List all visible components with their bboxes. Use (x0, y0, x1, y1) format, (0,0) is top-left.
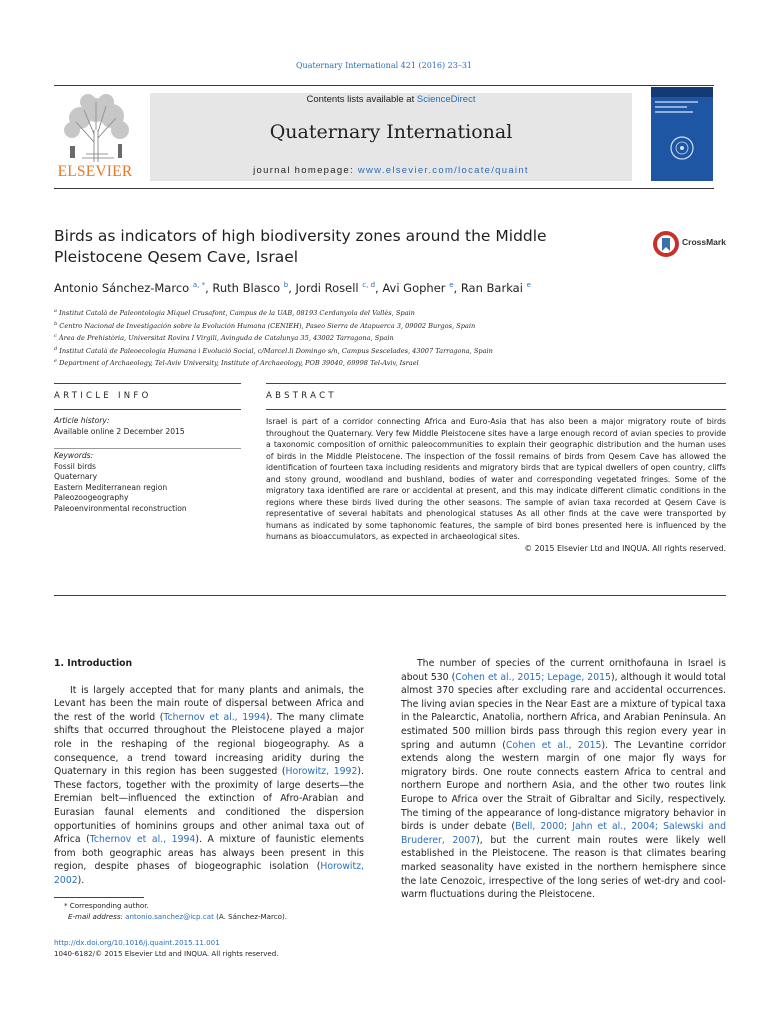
crossmark-label[interactable]: CrossMark (682, 237, 726, 247)
keywords-rule (54, 448, 241, 449)
author-affiliation-mark[interactable]: e (449, 281, 454, 290)
elsevier-wordmark: ELSEVIER (57, 163, 133, 180)
citation-link[interactable]: Bell, 2000; Jahn et al., 2004; Salewski and Bruderer, 2007 (401, 821, 727, 846)
affiliation (54, 331, 714, 344)
author-name: Ruth Blasco (212, 281, 281, 295)
article-info-rule-top (54, 383, 241, 384)
citation-link[interactable]: Tchernov et al., 1994 (163, 711, 266, 723)
article-history (54, 416, 244, 437)
doi-link[interactable]: http://dx.doi.org/10.1016/j.quaint.2015.11.001 (54, 938, 220, 947)
abstract-copyright: © 2015 Elsevier Ltd and INQUA. All rights reserved. (524, 543, 726, 553)
keywords-block (54, 451, 244, 515)
author-affiliation-mark[interactable]: a, * (192, 281, 206, 290)
affiliation-list (54, 306, 714, 369)
section-heading-introduction: 1. Introduction (54, 658, 133, 669)
journal-title: Quaternary International (269, 121, 513, 143)
author-name: Ran Barkai (460, 281, 523, 295)
affiliation (54, 319, 714, 332)
header-rule-bottom (54, 188, 714, 189)
affiliation-text: Centro Nacional de Investigación sobre la Evolución Humana (CENIEH), Paseo Sierra de Atapuerca 3, 09002 Burgos, Spain (57, 321, 476, 330)
paragraph-text: ), although it would total almost 370 species after excluding rare and accidental occurrences. The living avian species in the Near East are a mixture of typical taxa in the Palearctic, Anatolia, northern Africa, and Arabian Peninsula. An estimated 500 million birds pass through this region every year in spring and autumn ( (401, 671, 726, 751)
history-value: Available online 2 December 2015 (54, 426, 185, 436)
author-name: Antonio Sánchez-Marco (54, 281, 190, 295)
homepage-link[interactable]: www.elsevier.com/locate/quaint (357, 165, 529, 176)
affiliation (54, 306, 714, 319)
abstract-bottom-rule (54, 595, 726, 596)
author-affiliation-mark[interactable]: c, d (362, 281, 376, 290)
affiliation-mark: c (54, 333, 57, 340)
keyword: Eastern Mediterranean region (54, 482, 168, 492)
corresponding-label: * Corresponding author. (64, 901, 149, 910)
abstract-text (266, 416, 726, 554)
corresponding-author-footnote (54, 901, 374, 922)
article-info-rule-bottom (54, 409, 241, 410)
citation-link[interactable]: Horowitz, 2002 (54, 861, 364, 886)
paragraph-text: ). (77, 874, 85, 886)
author-affiliation-mark[interactable]: e (526, 281, 531, 290)
abstract-body: Israel is part of a corridor connecting Africa and Euro-Asia that has also been a major migratory route of birds throughout the Quaternary. Very few Middle Pleistocene sites have a large enough record of avian species to provide a taxonomic composition of ornithic paleocommunities to explain their geographic distribution and the human uses of birds in the Middle Pleistocene. The inspection of the fossil remains of birds from Qesem Cave has allowed the identification of fourteen taxa including residents and migratory birds that are typical dwellers of open country, cliffs and stony ground, woodland and bushland, bodies of water and corresponding vegetated fringes. Some of the migratory taxa identified are rare or accidental at present, and this may indicate different climatic conditions in the regions where these birds lived during the other seasons. The sample of avian taxa recorded at Qesem Cave is representative of several habitats and phenological statuses As all other finds at the cave were transported by humans as indicated by some taphonomic features, the sample of bird bones presented here is influenced by the humans as bioaccumulators, as expected in archaeological sites. (266, 417, 726, 541)
affiliation-mark: e (54, 358, 57, 365)
affiliation-text: Institut Català de Paleoecologia Humana i Evolució Social, c/Marcel.li Domingo s/n, Campus Sescelades, 43007 Tarragona, Spain (57, 346, 493, 355)
citation-link[interactable]: Cohen et al., 2015; Lepage, 2015 (455, 671, 611, 683)
author-name: Avi Gopher (382, 281, 446, 295)
affiliation-mark: d (54, 345, 58, 352)
journal-cover-seal-icon (669, 135, 695, 161)
keywords-label: Keywords: (54, 451, 94, 460)
header-rule-top (54, 85, 714, 86)
abstract-rule-bottom (266, 409, 726, 410)
affiliation-text: Institut Català de Paleontologia Miquel Crusafont, Campus de la UAB, 08193 Cerdanyola del Vallès, Spain (56, 309, 415, 318)
paragraph-text: It is largely accepted that for many plants and animals, the Levant has been the main route of dispersal between Africa and the rest of the world ( (54, 684, 364, 723)
body-left-column (54, 657, 364, 888)
citation-link[interactable]: Cohen et al., 2015 (505, 739, 602, 751)
author-name: Jordi Rosell (295, 281, 359, 295)
author-list: Antonio Sánchez-Marco $^{a, *}$, Ruth Blasco $^b$, Jordi Rosell $^{c, d}$, Avi Gopher $^e$, Ran Barkai $^e$ (54, 281, 531, 295)
sciencedirect-link[interactable]: ScienceDirect (416, 94, 476, 105)
paragraph-text: The number of species of the current ornithofauna in Israel is about 530 ( (401, 658, 726, 683)
contents-line: Contents lists available at ScienceDirect (306, 94, 476, 105)
body-right-column (401, 657, 726, 902)
paragraph-text: ). The Levantine corridor extends along the western margin of one major fly ways for migratory birds. One route connects eastern Africa to central and northern Europe and northern Asia, and the other two routes link Europe to Africa over the Strait of Gibraltar and Sicily, respectively. The timing of the appearance of long-distance migratory behavior in birds is under debate ( (401, 739, 726, 833)
author-affiliation-mark[interactable]: b (283, 281, 289, 290)
citation-link[interactable]: Horowitz, 1992 (285, 766, 358, 778)
keyword: Paleoenvironmental reconstruction (54, 503, 187, 513)
article-title: Birds as indicators of high biodiversity zones around the Middle Pleistocene Qesem Cave, Israel (54, 227, 547, 266)
affiliation-mark: b (54, 320, 58, 327)
citation-link[interactable]: Tchernov et al., 1994 (89, 834, 196, 846)
abstract-rule-top (266, 383, 726, 384)
paragraph-text: ). These factors, together with the proximity of large deserts—the Eremian belt—influenced the extinction of Afro-Arabian and Eurasian faunal elements and conditioned the dispersion opportunities of hominins groups and other animal taxa out of Africa ( (54, 766, 364, 846)
journal-cover-band (651, 87, 713, 97)
affiliation-mark: a (54, 308, 57, 314)
affiliation (54, 356, 714, 369)
journal-homepage: journal homepage: www.elsevier.com/locate/quaint (253, 165, 529, 176)
article-info-heading: ARTICLE INFO (54, 391, 152, 401)
keyword: Fossil birds (54, 461, 96, 471)
footnote-rule (54, 897, 144, 898)
abstract-heading: ABSTRACT (266, 391, 337, 401)
journal-citation[interactable]: Quaternary International 421 (2016) 23–31 (296, 61, 472, 70)
paragraph-text: ). The many climate shifts that occurred throughout the Pleistocene played a major role in the reshaping of the regional biogeography. As a consequence, a trend toward increasing aridity during the Quaternary in this region has been suggested ( (54, 711, 364, 778)
intro-paragraph-1 (54, 684, 364, 888)
keyword: Paleozoogeography (54, 493, 129, 503)
doi-block (54, 937, 374, 959)
paragraph-text: ), but the current main routes were likely well established in the Pleistocene. The reason is that climates bearing marked seasonality have existed in the northern hemisphere since the late Cenozoic, irrespective of the long series of wet-dry and cool-warm fluctuations during the Pleistocene. (401, 834, 726, 901)
email-link[interactable]: antonio.sanchez@icp.cat (125, 911, 214, 921)
affiliation (54, 344, 714, 357)
keyword: Quaternary (54, 472, 98, 482)
affiliation-text: Department of Archaeology, Tel-Aviv University, Institute of Archaeology, POB 39040, 69998 Tel-Aviv, Israel (56, 359, 419, 368)
history-label: Article history: (54, 416, 110, 425)
issn-line: 1040-6182/© 2015 Elsevier Ltd and INQUA. All rights reserved. (54, 949, 279, 958)
intro-paragraph-2 (401, 657, 726, 902)
email-line: E-mail address: antonio.sanchez@icp.cat (A. Sánchez-Marco). (68, 911, 287, 921)
crossmark-icon (652, 229, 680, 259)
affiliation-text: Àrea de Prehistòria, Universitat Rovira I Virgili, Avinguda de Catalunya 35, 43002 Tarragona, Spain (56, 334, 394, 343)
paragraph-text: ). A mixture of faunistic elements from both geographic areas has always been present in this region, despite phases of biogeographic isolation ( (54, 834, 364, 873)
journal-cover-lines (655, 101, 709, 116)
